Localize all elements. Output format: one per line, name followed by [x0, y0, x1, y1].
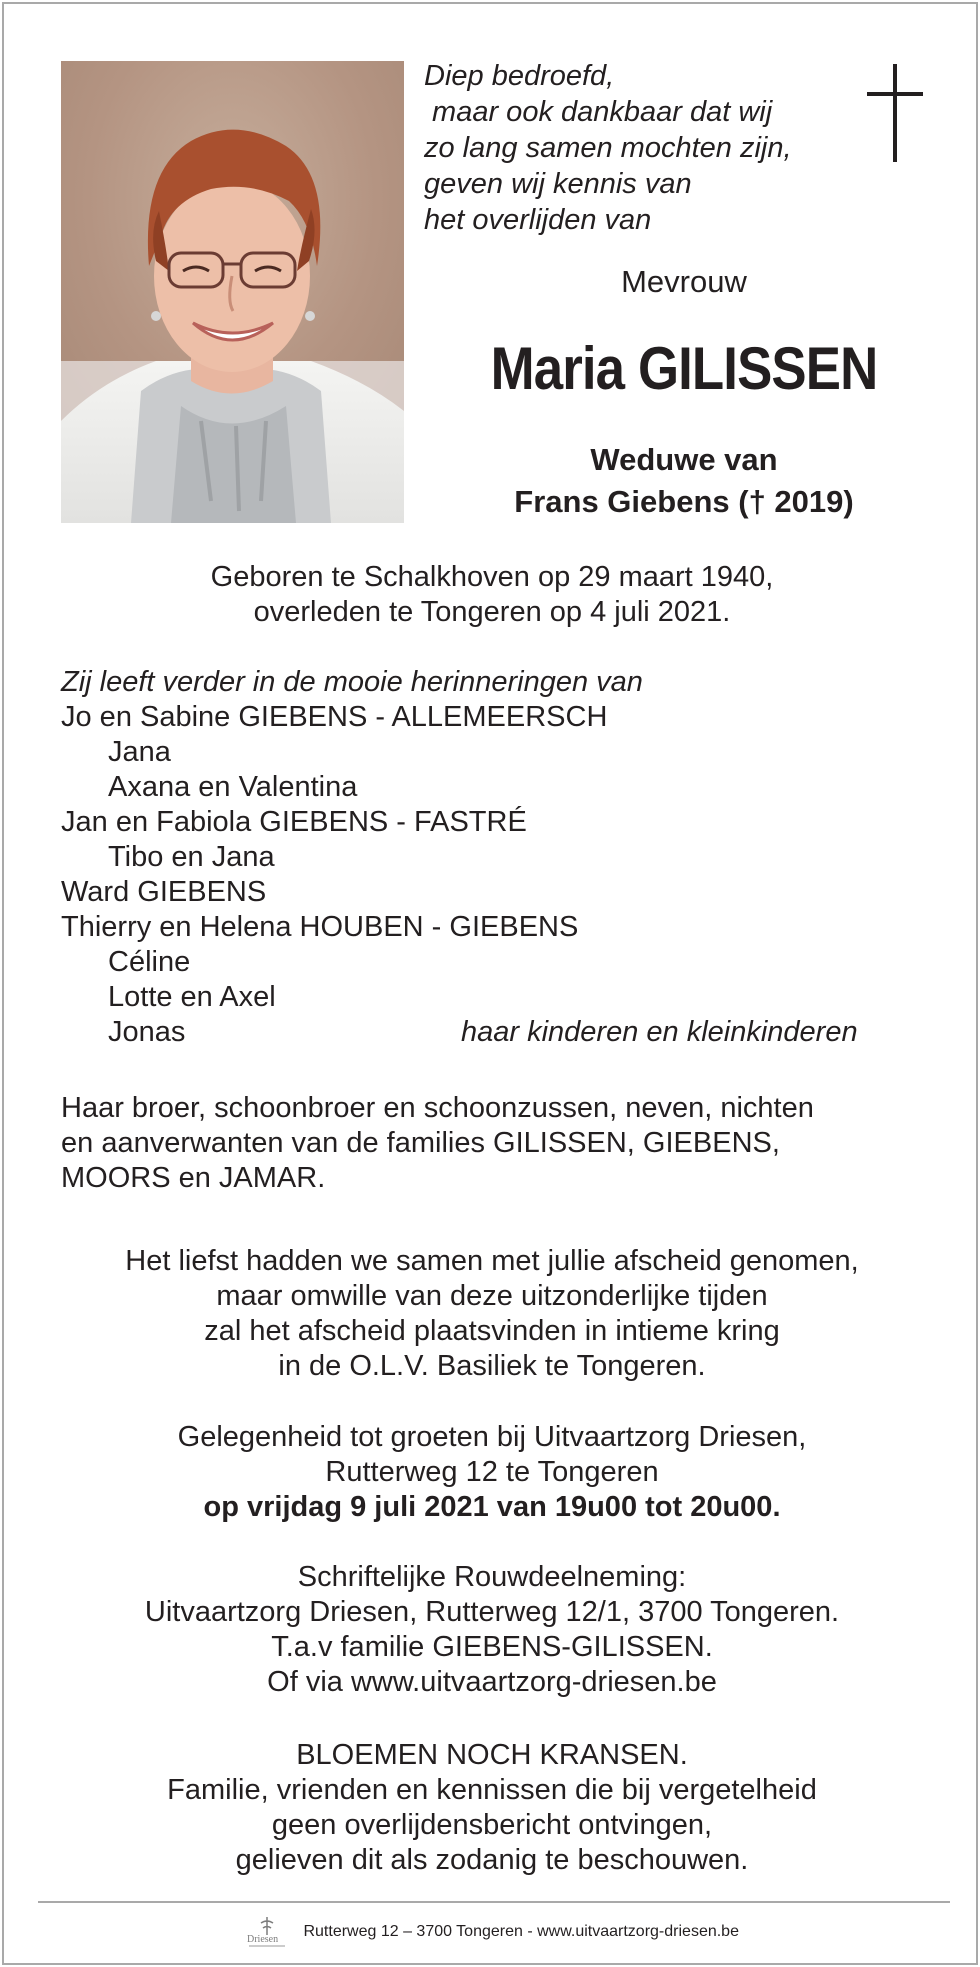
relatives-line: en aanverwanten van de families GILISSEN, GIEBENS, [61, 1127, 780, 1159]
portrait-photo [61, 61, 404, 523]
funeral-home-logo-text: Driesen [247, 1934, 279, 1945]
family-line [61, 840, 941, 875]
family-closing-note: haar kinderen en kleinkinderen [461, 1016, 858, 1048]
family-line [61, 735, 941, 770]
family-name: Ward GIEBENS [61, 876, 267, 908]
family-lead: Zij leeft verder in de mooie herinneringen van [61, 666, 643, 698]
family-name: Jonas [108, 1016, 186, 1048]
birth-death-info [4, 560, 980, 630]
intro-text: Diep bedroefd, maar ook dankbaar dat wij zo lang samen mochten zijn, geven wij kennis van het overlijden van [424, 60, 792, 236]
flowers-line: Familie, vrienden en kennissen die bij vergetelheid [167, 1774, 817, 1806]
widow-line-2: Frans Giebens († 2019) [514, 484, 854, 519]
family-list [61, 665, 941, 1050]
cross-icon [867, 64, 923, 162]
family-name: Céline [108, 946, 191, 978]
flowers-line: geen overlijdensbericht ontvingen, [271, 1809, 713, 1841]
visitation-line: Gelegenheid tot groeten bij Uitvaartzorg Driesen, [177, 1421, 807, 1453]
footer [4, 1912, 980, 1952]
farewell-paragraph [4, 1244, 980, 1384]
farewell-line: in de O.L.V. Basiliek te Tongeren. [278, 1350, 706, 1382]
family-name: Lotte en Axel [108, 981, 276, 1013]
family-name: Jo en Sabine GIEBENS - ALLEMEERSCH [61, 701, 608, 733]
relatives-paragraph [61, 1091, 941, 1196]
condolence-link[interactable]: Of via www.uitvaartzorg-driesen.be [267, 1666, 717, 1698]
visitation-datetime: op vrijdag 9 juli 2021 van 19u00 tot 20u00. [203, 1491, 781, 1523]
family-name: Tibo en Jana [108, 841, 275, 873]
family-name: Jan en Fabiola GIEBENS - FASTRÉ [61, 806, 527, 838]
farewell-line: maar omwille van deze uitzonderlijke tijden [216, 1280, 768, 1312]
death-line: overleden te Tongeren op 4 juli 2021. [253, 596, 731, 628]
funeral-home-logo-icon [245, 1915, 289, 1949]
title-prefix: Mevrouw [621, 264, 747, 299]
condolence-line: Uitvaartzorg Driesen, Rutterweg 12/1, 3700 Tongeren. [144, 1596, 840, 1628]
flowers-paragraph [4, 1738, 980, 1878]
family-name: Thierry en Helena HOUBEN - GIEBENS [61, 911, 579, 943]
farewell-line: zal het afscheid plaatsvinden in intieme kring [204, 1315, 780, 1347]
flowers-line: BLOEMEN NOCH KRANSEN. [296, 1739, 688, 1771]
deceased-name: Maria GILISSEN [490, 335, 878, 402]
footer-divider [38, 1901, 950, 1903]
visitation-paragraph [4, 1420, 980, 1525]
family-line [61, 700, 941, 735]
footer-address[interactable]: Rutterweg 12 – 3700 Tongeren - www.uitvaartzorg-driesen.be [303, 1923, 739, 1940]
widow-of [434, 439, 934, 523]
portrait-illustration [61, 61, 404, 523]
condolence-line: T.a.v familie GIEBENS-GILISSEN. [271, 1631, 713, 1663]
flowers-line: gelieven dit als zodanig te beschouwen. [235, 1844, 749, 1876]
family-name: Jana [108, 736, 171, 768]
condolence-line: Schriftelijke Rouwdeelneming: [297, 1561, 687, 1593]
relatives-line: MOORS en JAMAR. [61, 1162, 326, 1194]
family-line [61, 770, 941, 805]
condolence-paragraph [4, 1560, 980, 1700]
family-name: Axana en Valentina [108, 771, 358, 803]
family-line [61, 1015, 941, 1050]
family-line [61, 945, 941, 980]
obituary-card [2, 2, 978, 1965]
family-line [61, 875, 941, 910]
visitation-address: Rutterweg 12 te Tongeren [325, 1456, 659, 1488]
family-line [61, 980, 941, 1015]
widow-line-1: Weduwe van [590, 442, 778, 477]
farewell-line: Het liefst hadden we samen met jullie afscheid genomen, [125, 1245, 859, 1277]
relatives-line: Haar broer, schoonbroer en schoonzussen, neven, nichten [61, 1092, 814, 1124]
family-line [61, 805, 941, 840]
birth-line: Geboren te Schalkhoven op 29 maart 1940, [210, 561, 774, 593]
family-line [61, 910, 941, 945]
